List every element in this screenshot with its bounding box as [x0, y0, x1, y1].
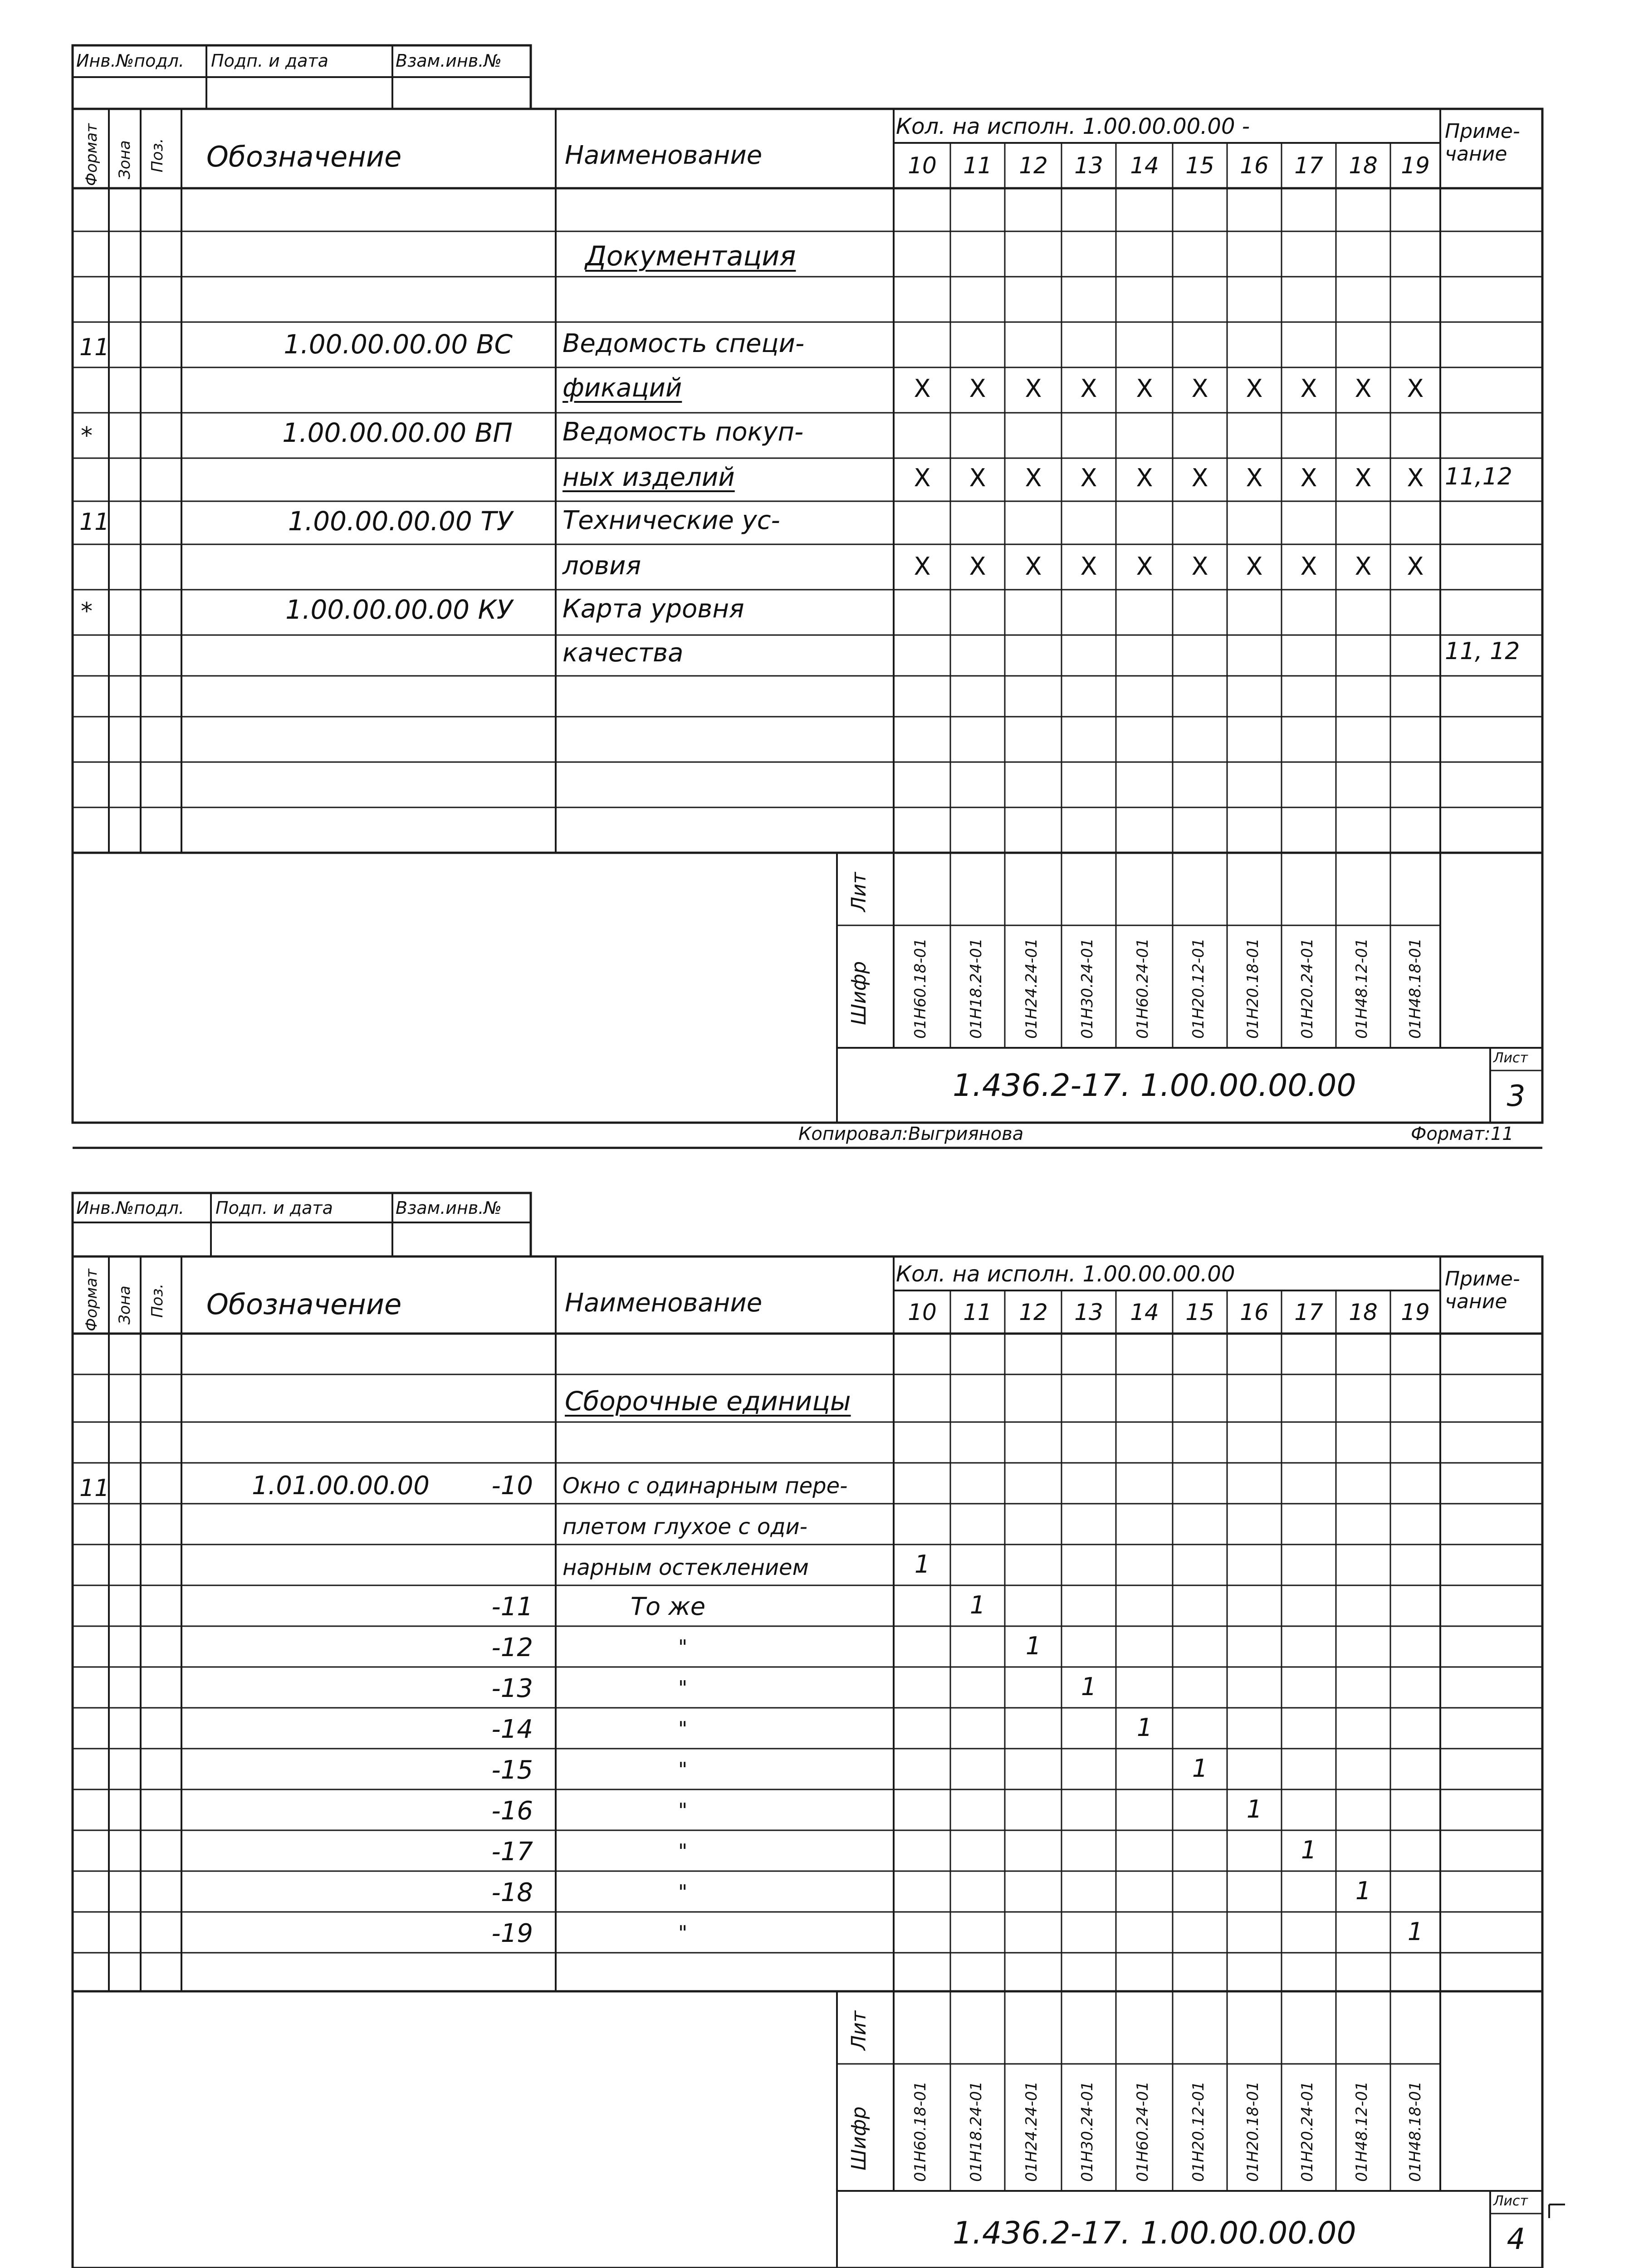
- shifr-value: 01Н48.18-01: [1406, 938, 1424, 1039]
- exec-col-14: 14: [1130, 1299, 1159, 1325]
- row-name: фикаций: [563, 373, 682, 403]
- qty-cell: 1: [1192, 1754, 1208, 1783]
- section-title: Сборочные единицы: [565, 1386, 851, 1417]
- variant-name: ": [678, 1677, 688, 1700]
- sheet-4-grid: [0, 1161, 1629, 2268]
- qty-header: Кол. на исполн. 1.00.00.00.00 -: [896, 114, 1250, 139]
- header-zona: Зона: [116, 1286, 134, 1325]
- variant-name: ": [678, 1636, 688, 1659]
- mark-cell: X: [1407, 374, 1424, 403]
- variant-name: То же: [631, 1592, 706, 1621]
- shifr-value: 01Н24.24-01: [1022, 938, 1041, 1039]
- stamp-inv-podl: Инв.№подл.: [76, 51, 185, 71]
- header-designation: Обозначение: [206, 1288, 402, 1321]
- row-name: Карта уровня: [563, 594, 744, 624]
- qty-cell: 1: [1025, 1632, 1042, 1660]
- mark-cell: X: [1407, 464, 1424, 492]
- variant-name: ": [678, 1840, 688, 1863]
- section-title: Документация: [585, 240, 796, 272]
- header-format: Формат: [83, 1269, 101, 1331]
- variant-name: ": [678, 1881, 688, 1904]
- exec-col-19: 19: [1401, 1299, 1430, 1325]
- header-poz: Поз.: [148, 138, 166, 172]
- variant-name: ": [678, 1799, 688, 1822]
- row-name: нарным остеклением: [563, 1555, 809, 1580]
- mark-cell: X: [1355, 374, 1372, 403]
- variant-suffix: -14: [491, 1715, 533, 1744]
- variant-suffix: -12: [491, 1633, 533, 1662]
- exec-col-11: 11: [963, 152, 992, 179]
- variant-suffix: -13: [491, 1674, 533, 1703]
- mark-cell: X: [914, 464, 931, 492]
- header-poz: Поз.: [148, 1283, 166, 1318]
- shifr-value: 01Н20.12-01: [1189, 2081, 1208, 2182]
- qty-cell: 1: [1081, 1672, 1097, 1701]
- mark-cell: X: [1246, 552, 1263, 581]
- shifr-label: Шифр: [847, 2106, 871, 2170]
- exec-col-13: 13: [1074, 1299, 1103, 1325]
- variant-suffix: -11: [491, 1592, 533, 1622]
- mark-cell: X: [1246, 374, 1263, 403]
- exec-col-18: 18: [1349, 1299, 1378, 1325]
- shifr-value: 01Н48.12-01: [1353, 2081, 1371, 2182]
- exec-col-15: 15: [1185, 152, 1214, 179]
- shifr-value: 01Н48.12-01: [1353, 938, 1371, 1039]
- variant-name: ": [678, 1717, 688, 1740]
- exec-col-16: 16: [1240, 152, 1269, 179]
- shifr-value: 01Н48.18-01: [1406, 2081, 1424, 2182]
- sheet-number: 4: [1507, 2223, 1526, 2256]
- mark-cell: X: [1355, 552, 1372, 581]
- list-label: Лист: [1493, 1050, 1528, 1066]
- row-format: 11: [79, 508, 110, 536]
- row-name: Ведомость покуп-: [563, 417, 804, 447]
- mark-cell: X: [1407, 552, 1424, 581]
- row-format: 11: [79, 1475, 110, 1502]
- qty-cell: 1: [1246, 1795, 1262, 1823]
- copied-by: Копировал:Выгриянова: [798, 1124, 1024, 1144]
- exec-col-17: 17: [1294, 152, 1323, 179]
- exec-col-15: 15: [1185, 1299, 1214, 1325]
- shifr-value: 01Н18.24-01: [967, 2081, 985, 2182]
- stamp-podp-data: Подп. и дата: [215, 1198, 333, 1218]
- mark-cell: X: [1080, 374, 1097, 403]
- lit-label: Лит: [847, 2010, 871, 2050]
- mark-cell: X: [1191, 374, 1208, 403]
- row-designation: 1.01.00.00.00: [252, 1471, 430, 1501]
- exec-col-12: 12: [1019, 152, 1048, 179]
- row-format: *: [81, 598, 93, 625]
- shifr-value: 01Н30.24-01: [1078, 938, 1096, 1039]
- exec-col-10: 10: [908, 152, 937, 179]
- qty-cell: 1: [1407, 1917, 1424, 1946]
- row-designation: 1.00.00.00.00 ТУ: [288, 506, 513, 537]
- variant-name: ": [678, 1921, 688, 1945]
- variant-name: ": [678, 1758, 688, 1781]
- shifr-value: 01Н30.24-01: [1078, 2081, 1096, 2182]
- format-label: Формат:11: [1411, 1124, 1514, 1144]
- mark-cell: X: [914, 374, 931, 403]
- document-number: 1.436.2-17. 1.00.00.00.00: [953, 2215, 1356, 2251]
- qty-cell: 1: [1301, 1836, 1317, 1864]
- mark-cell: X: [1080, 464, 1097, 492]
- variant-suffix: -18: [491, 1878, 533, 1907]
- stamp-inv-podl: Инв.№подл.: [76, 1198, 185, 1218]
- lit-label: Лит: [847, 872, 871, 912]
- stamp-podp-data: Подп. и дата: [211, 51, 328, 71]
- sheet-number: 3: [1507, 1080, 1526, 1113]
- mark-cell: X: [1025, 374, 1042, 403]
- stamp-vzam-inv: Взам.инв.№: [396, 51, 502, 71]
- row-designation: 1.00.00.00.00 КУ: [285, 594, 513, 625]
- exec-col-17: 17: [1294, 1299, 1323, 1325]
- mark-cell: X: [1355, 464, 1372, 492]
- variant-suffix: -19: [491, 1919, 533, 1948]
- row-name: ных изделий: [563, 463, 735, 492]
- mark-cell: X: [1080, 552, 1097, 581]
- mark-cell: X: [1136, 464, 1153, 492]
- row-note: 11,12: [1445, 463, 1512, 490]
- separator-line: [73, 1147, 1542, 1149]
- row-name: Окно с одинарным пере-: [563, 1473, 848, 1499]
- row-format: *: [81, 422, 93, 450]
- variant-suffix: -16: [491, 1796, 533, 1826]
- exec-col-13: 13: [1074, 152, 1103, 179]
- mark-cell: X: [1246, 464, 1263, 492]
- row-name: ловия: [563, 551, 641, 581]
- shifr-value: 01Н20.12-01: [1189, 938, 1208, 1039]
- mark-cell: X: [1191, 552, 1208, 581]
- shifr-value: 01Н60.18-01: [911, 2081, 929, 2182]
- row-name: Технические ус-: [563, 506, 780, 535]
- header-note-2: чание: [1445, 142, 1507, 166]
- row-note: 11, 12: [1445, 638, 1520, 665]
- row-suffix: -10: [491, 1471, 533, 1501]
- mark-cell: X: [969, 464, 986, 492]
- mark-cell: X: [1025, 464, 1042, 492]
- header-note-1: Приме-: [1445, 1267, 1520, 1290]
- row-name: качества: [563, 638, 684, 668]
- header-note-1: Приме-: [1445, 120, 1520, 143]
- mark-cell: X: [914, 552, 931, 581]
- shifr-value: 01Н20.24-01: [1298, 938, 1316, 1039]
- shifr-value: 01Н60.18-01: [911, 938, 929, 1039]
- exec-col-18: 18: [1349, 152, 1378, 179]
- variant-suffix: -15: [491, 1755, 533, 1785]
- row-name: плетом глухое с оди-: [563, 1514, 807, 1540]
- shifr-label: Шифр: [847, 961, 871, 1025]
- mark-cell: X: [969, 552, 986, 581]
- row-name: Ведомость специ-: [563, 329, 805, 358]
- header-zona: Зона: [116, 140, 134, 179]
- shifr-value: 01Н60.24-01: [1134, 938, 1152, 1039]
- mark-cell: X: [1300, 464, 1317, 492]
- shifr-value: 01Н20.18-01: [1244, 2081, 1262, 2182]
- exec-col-11: 11: [963, 1299, 992, 1325]
- shifr-value: 01Н24.24-01: [1022, 2081, 1041, 2182]
- row-format: 11: [79, 334, 110, 361]
- qty-cell: 1: [969, 1591, 986, 1619]
- mark-cell: X: [969, 374, 986, 403]
- shifr-value: 01Н20.24-01: [1298, 2081, 1316, 2182]
- header-name: Наименование: [565, 1288, 763, 1318]
- document-number: 1.436.2-17. 1.00.00.00.00: [953, 1068, 1356, 1104]
- qty-cell: 1: [914, 1550, 930, 1579]
- mark-cell: X: [1136, 552, 1153, 581]
- header-format: Формат: [83, 123, 101, 186]
- row-designation: 1.00.00.00.00 ВП: [282, 417, 513, 448]
- qty-cell: 1: [1355, 1877, 1371, 1905]
- shifr-value: 01Н18.24-01: [967, 938, 985, 1039]
- row-designation: 1.00.00.00.00 ВС: [284, 329, 513, 360]
- spec-sheet-4: [0, 1161, 1629, 2268]
- mark-cell: X: [1300, 374, 1317, 403]
- qty-header: Кол. на исполн. 1.00.00.00.00: [896, 1261, 1235, 1287]
- header-note-2: чание: [1445, 1290, 1507, 1313]
- header-name: Наименование: [565, 141, 763, 170]
- list-label: Лист: [1493, 2193, 1528, 2209]
- exec-col-16: 16: [1240, 1299, 1269, 1325]
- mark-cell: X: [1300, 552, 1317, 581]
- exec-col-12: 12: [1019, 1299, 1048, 1325]
- stamp-vzam-inv: Взам.инв.№: [396, 1198, 502, 1218]
- exec-col-19: 19: [1401, 152, 1430, 179]
- qty-cell: 1: [1136, 1713, 1153, 1742]
- shifr-value: 01Н60.24-01: [1134, 2081, 1152, 2182]
- mark-cell: X: [1191, 464, 1208, 492]
- exec-col-10: 10: [908, 1299, 937, 1325]
- exec-col-14: 14: [1130, 152, 1159, 179]
- mark-cell: X: [1025, 552, 1042, 581]
- variant-suffix: -17: [491, 1837, 533, 1867]
- mark-cell: X: [1136, 374, 1153, 403]
- header-designation: Обозначение: [206, 140, 402, 173]
- shifr-value: 01Н20.18-01: [1244, 938, 1262, 1039]
